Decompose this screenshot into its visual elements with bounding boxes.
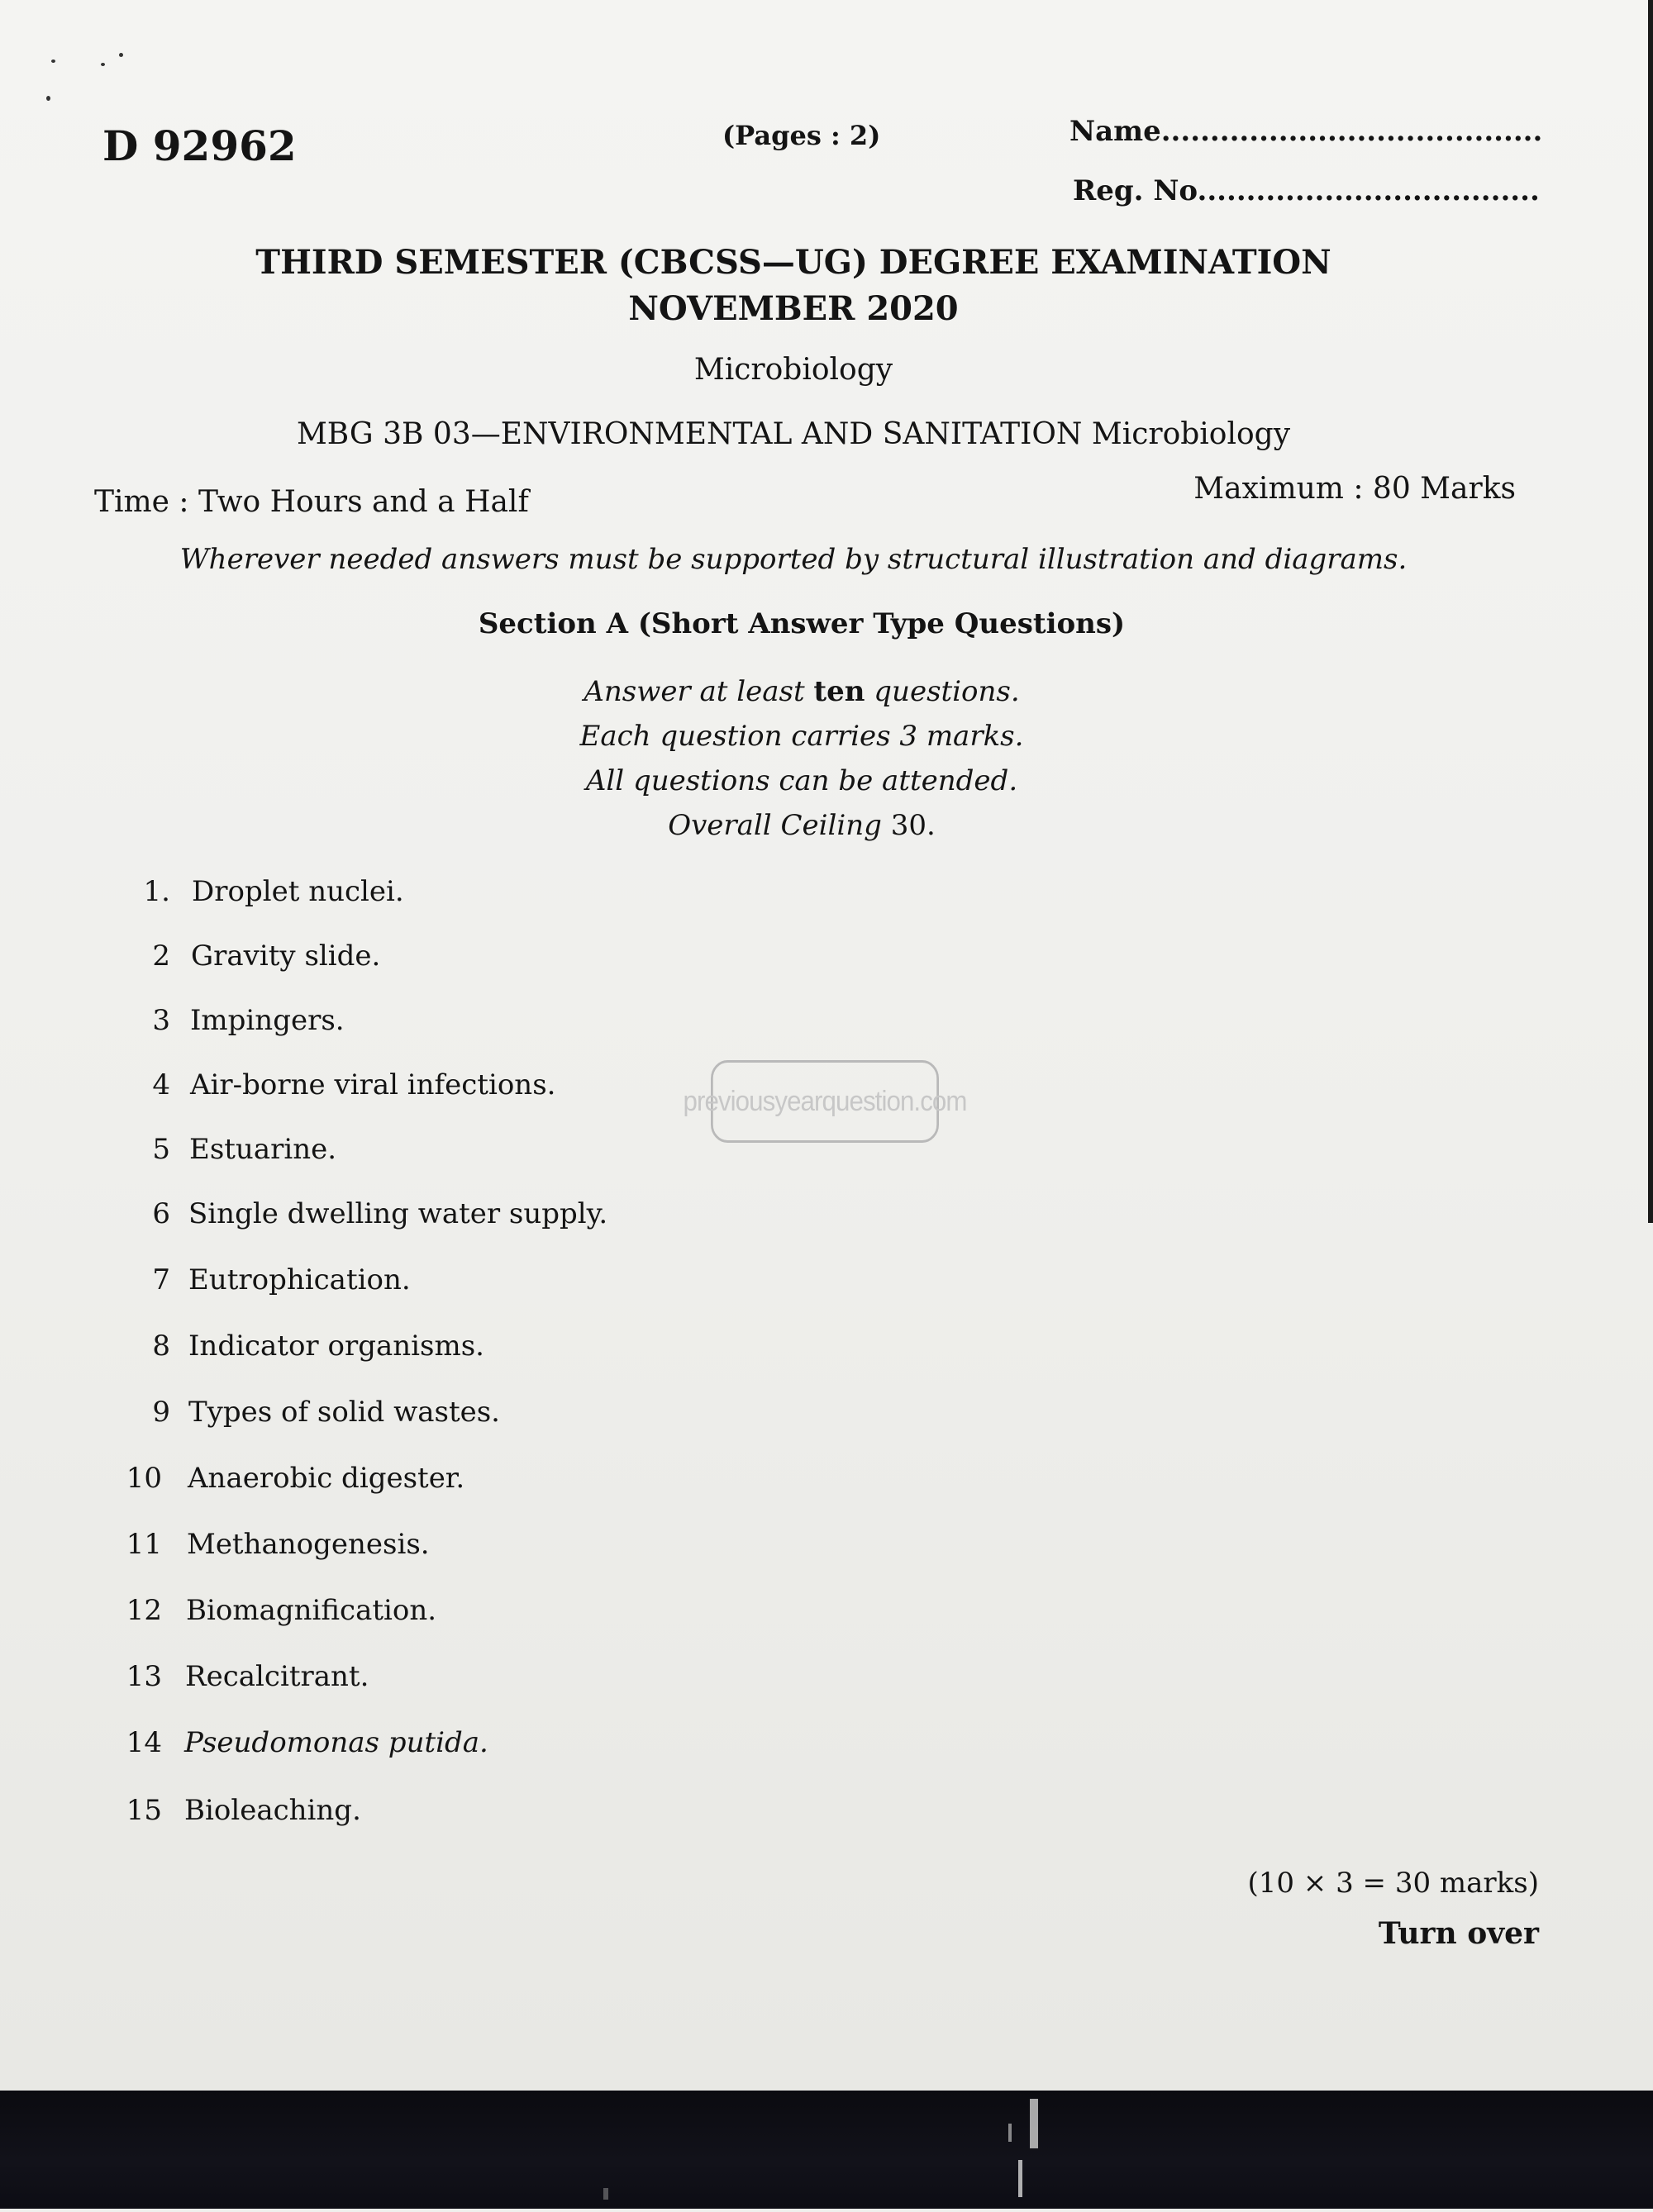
page-count: (Pages : 2) xyxy=(722,120,881,151)
reg-no-field-label: Reg. No................................... xyxy=(1073,174,1540,207)
rule-text: questions. xyxy=(865,675,1020,708)
question-number: 12 xyxy=(126,1594,162,1627)
rule-text: Answer at least xyxy=(584,675,814,708)
scan-background xyxy=(0,2091,1653,2209)
background-texture xyxy=(0,2091,1653,2209)
question-number: 5 xyxy=(152,1133,170,1166)
question-text: Eutrophication. xyxy=(188,1263,411,1296)
question-text: Indicator organisms. xyxy=(188,1330,484,1363)
scan-edge-shadow xyxy=(1648,0,1653,1223)
question-text: Droplet nuclei. xyxy=(192,875,404,908)
question-number: 10 xyxy=(126,1462,162,1495)
question-text: Anaerobic digester. xyxy=(188,1462,465,1495)
subject-name: Microbiology xyxy=(693,353,893,387)
speck xyxy=(101,63,105,66)
question-number: 13 xyxy=(126,1660,162,1693)
question-text: Air-borne viral infections. xyxy=(190,1068,556,1101)
question-text: Single dwelling water supply. xyxy=(188,1197,608,1230)
name-field-label: Name....................................... xyxy=(1069,115,1543,148)
exam-session: NOVEMBER 2020 xyxy=(628,289,959,328)
question-number: 1. xyxy=(143,875,170,908)
question-text: Recalcitrant. xyxy=(185,1660,369,1693)
question-number: 11 xyxy=(126,1528,162,1561)
question-number: 8 xyxy=(152,1330,170,1363)
course-title: MBG 3B 03—ENVIRONMENTAL AND SANITATION Microbiology xyxy=(296,417,1291,451)
question-text: Bioleaching. xyxy=(184,1794,361,1827)
paper-code: D 92962 xyxy=(102,121,297,170)
section-rule-marks: Each question carries 3 marks. xyxy=(579,720,1024,753)
question-text: Gravity slide. xyxy=(191,940,381,973)
rule-text: Overall Ceiling xyxy=(668,809,882,842)
light-streak xyxy=(1008,2124,1012,2142)
exam-duration: Time : Two Hours and a Half xyxy=(94,485,529,519)
marks-summary: (10 × 3 = 30 marks) xyxy=(1247,1867,1539,1900)
exam-title: THIRD SEMESTER (CBCSS—UG) DEGREE EXAMINATION xyxy=(255,243,1331,282)
speck xyxy=(46,96,50,101)
question-number: 14 xyxy=(126,1726,162,1759)
light-streak xyxy=(603,2188,608,2200)
question-number: 4 xyxy=(152,1068,170,1101)
question-number: 3 xyxy=(152,1004,170,1037)
section-rule-attend: All questions can be attended. xyxy=(585,764,1018,797)
section-rule-ceiling xyxy=(165,811,1438,840)
question-number: 6 xyxy=(152,1197,170,1230)
paper-specks xyxy=(46,51,137,109)
watermark-text: previousyearquestion.com xyxy=(683,1085,967,1117)
question-text: Types of solid wastes. xyxy=(188,1396,500,1429)
speck xyxy=(51,59,55,63)
rule-emphasis: ten xyxy=(813,675,865,708)
watermark-stamp xyxy=(683,1060,967,1143)
question-number: 15 xyxy=(126,1794,162,1827)
question-text: Estuarine. xyxy=(189,1133,337,1166)
question-number: 2 xyxy=(152,940,170,973)
speck xyxy=(119,53,123,57)
section-rule-answer-count xyxy=(165,675,1438,708)
question-text: Biomagnification. xyxy=(186,1594,437,1627)
question-text: Methanogenesis. xyxy=(187,1528,430,1561)
maximum-marks: Maximum : 80 Marks xyxy=(1193,472,1516,506)
question-text: Impingers. xyxy=(190,1004,345,1037)
light-streak xyxy=(1018,2160,1022,2197)
rule-number: 30. xyxy=(881,809,936,842)
light-streak xyxy=(1030,2099,1038,2148)
question-number: 9 xyxy=(152,1396,170,1429)
question-number: 7 xyxy=(152,1263,170,1296)
general-instruction: Wherever needed answers must be supported by structural illustration and diagrams. xyxy=(179,543,1408,576)
turn-over-note: Turn over xyxy=(1378,1916,1539,1951)
section-a-heading: Section A (Short Answer Type Questions) xyxy=(478,607,1126,640)
question-text: Pseudomonas putida. xyxy=(184,1726,488,1759)
